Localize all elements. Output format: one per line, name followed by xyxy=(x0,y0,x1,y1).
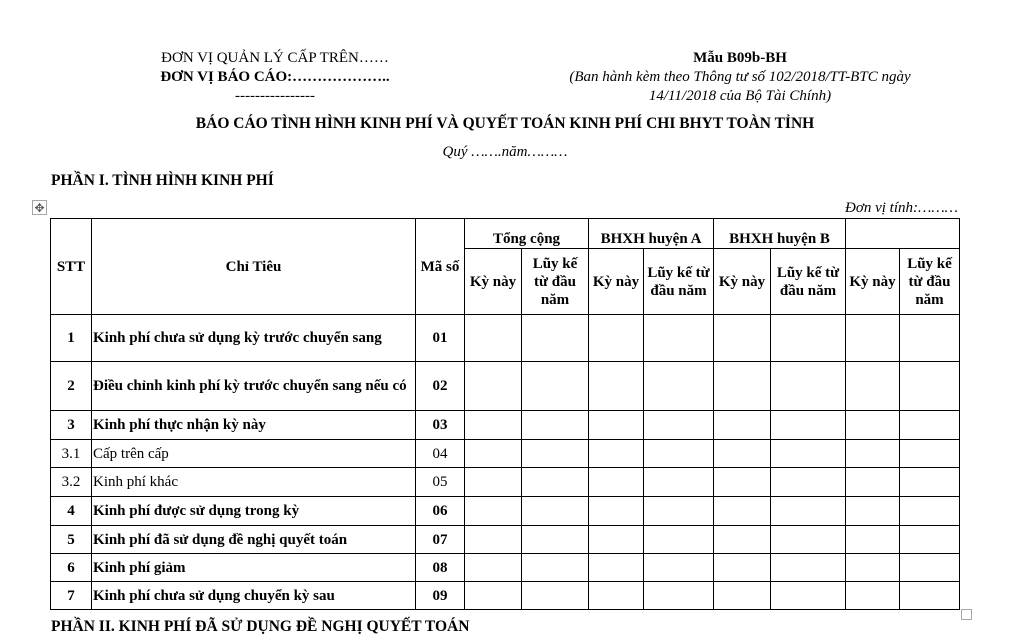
cell-input[interactable] xyxy=(522,362,589,411)
header-group-district-a: BHXH huyện A xyxy=(589,219,714,249)
table-row xyxy=(51,582,960,610)
cell-input[interactable] xyxy=(714,468,771,497)
header-district-a-current: Kỳ này xyxy=(589,249,644,315)
row-label: Kinh phí được sử dụng trong kỳ xyxy=(92,497,416,526)
cell-input[interactable] xyxy=(771,526,846,554)
cell-input[interactable] xyxy=(714,440,771,468)
cell-input[interactable] xyxy=(465,554,522,582)
unit-label: Đơn vị tính:……… xyxy=(844,200,958,216)
header-extra-cumulative: Lũy kế từ đầu năm xyxy=(900,249,960,315)
header-extra-current: Kỳ này xyxy=(846,249,900,315)
header-total-cumulative: Lũy kế từ đầu năm xyxy=(522,249,589,315)
cell-input[interactable] xyxy=(522,411,589,440)
row-label: Kinh phí chưa sử dụng chuyển kỳ sau xyxy=(92,582,416,610)
cell-input[interactable] xyxy=(465,440,522,468)
cell-input[interactable] xyxy=(846,315,900,362)
header-separator: ---------------- xyxy=(235,88,315,104)
row-stt: 4 xyxy=(51,497,92,526)
header-district-b-cumulative: Lũy kế từ đầu năm xyxy=(771,249,846,315)
cell-input[interactable] xyxy=(589,497,644,526)
cell-input[interactable] xyxy=(900,362,960,411)
table-row xyxy=(51,362,960,411)
row-code: 05 xyxy=(416,468,465,497)
cell-input[interactable] xyxy=(900,411,960,440)
table-row xyxy=(51,554,960,582)
row-code[interactable]: 01 xyxy=(416,315,465,362)
cell-input[interactable] xyxy=(522,582,589,610)
cell-input[interactable] xyxy=(644,362,714,411)
cell-input[interactable] xyxy=(465,468,522,497)
cell-input[interactable] xyxy=(771,315,846,362)
cell-input[interactable] xyxy=(771,440,846,468)
cell-input[interactable] xyxy=(714,497,771,526)
header-indicator: Chỉ Tiêu xyxy=(92,219,416,315)
row-code: 02 xyxy=(416,362,465,411)
cell-input[interactable] xyxy=(714,411,771,440)
cell-input[interactable] xyxy=(589,582,644,610)
table-row xyxy=(51,526,960,554)
header-stt: STT xyxy=(51,219,92,315)
cell-input[interactable] xyxy=(522,315,589,362)
table-row xyxy=(51,411,960,440)
table-row xyxy=(51,440,960,468)
cell-input[interactable] xyxy=(714,315,771,362)
table-row xyxy=(51,315,960,362)
cell-input[interactable] xyxy=(771,468,846,497)
cell-input[interactable] xyxy=(846,582,900,610)
cell-input[interactable] xyxy=(465,315,522,362)
row-code: 06 xyxy=(416,497,465,526)
cell-input[interactable] xyxy=(465,582,522,610)
budget-table xyxy=(50,218,960,610)
cell-input[interactable] xyxy=(589,554,644,582)
cell-input[interactable] xyxy=(900,554,960,582)
cell-input[interactable] xyxy=(900,526,960,554)
table-move-handle-icon[interactable]: ✥ xyxy=(32,200,47,215)
cell-input[interactable] xyxy=(900,440,960,468)
cell-input[interactable] xyxy=(714,582,771,610)
issued-note-line2: 14/11/2018 của Bộ Tài Chính) xyxy=(648,88,832,104)
cell-input[interactable] xyxy=(522,526,589,554)
cell-input[interactable] xyxy=(522,440,589,468)
cell-input[interactable] xyxy=(522,554,589,582)
row-stt: 2 xyxy=(51,362,92,411)
cell-input[interactable] xyxy=(900,468,960,497)
cell-input[interactable] xyxy=(644,582,714,610)
cell-input[interactable] xyxy=(771,582,846,610)
cell-input[interactable] xyxy=(900,582,960,610)
cell-input[interactable] xyxy=(900,315,960,362)
row-label: Kinh phí khác xyxy=(92,468,416,497)
cell-input[interactable] xyxy=(846,526,900,554)
row-label: Cấp trên cấp xyxy=(92,440,416,468)
cell-input[interactable] xyxy=(846,468,900,497)
report-title: BÁO CÁO TÌNH HÌNH KINH PHÍ VÀ QUYẾT TOÁN KINH PHÍ CHI BHYT TOÀN TỈNH xyxy=(195,115,815,132)
header-district-a-cumulative: Lũy kế từ đầu năm xyxy=(644,249,714,315)
row-label: Kinh phí giảm xyxy=(92,554,416,582)
header-group-district-b: BHXH huyện B xyxy=(714,219,846,249)
row-label: Kinh phí chưa sử dụng kỳ trước chuyển sang xyxy=(92,315,416,362)
header-right xyxy=(530,49,950,106)
row-code: 04 xyxy=(416,440,465,468)
issued-note-line1: (Ban hành kèm theo Thông tư số 102/2018/TT-BTC ngày xyxy=(569,69,911,85)
table-row xyxy=(51,468,960,497)
row-code: 08 xyxy=(416,554,465,582)
cell-input[interactable] xyxy=(714,362,771,411)
cell-input[interactable] xyxy=(846,411,900,440)
row-code: 03 xyxy=(416,411,465,440)
header-group-total: Tổng cộng xyxy=(465,219,589,249)
header-row-groups xyxy=(51,219,960,249)
cell-input[interactable] xyxy=(589,411,644,440)
header-left xyxy=(130,49,420,106)
cell-input[interactable] xyxy=(644,554,714,582)
cell-input[interactable] xyxy=(714,554,771,582)
superior-unit-line: ĐƠN VỊ QUẢN LÝ CẤP TRÊN…… xyxy=(161,50,389,66)
cell-input[interactable] xyxy=(589,468,644,497)
cell-input[interactable] xyxy=(465,497,522,526)
part1-title: PHẦN I. TÌNH HÌNH KINH PHÍ xyxy=(51,172,274,189)
cell-input[interactable] xyxy=(465,526,522,554)
header-code: Mã số xyxy=(416,219,465,315)
row-code: 09 xyxy=(416,582,465,610)
cell-input[interactable] xyxy=(900,497,960,526)
row-stt: 1 xyxy=(51,315,92,362)
cell-input[interactable] xyxy=(465,362,522,411)
report-period: Quý …….năm……… xyxy=(442,144,568,160)
row-stt: 3 xyxy=(51,411,92,440)
cell-input[interactable] xyxy=(771,362,846,411)
row-stt: 3.2 xyxy=(51,468,92,497)
cell-input[interactable] xyxy=(846,440,900,468)
cell-input[interactable] xyxy=(644,315,714,362)
cell-input[interactable] xyxy=(846,554,900,582)
header-district-b-current: Kỳ này xyxy=(714,249,771,315)
header-total-current: Kỳ này xyxy=(465,249,522,315)
cell-input[interactable] xyxy=(714,526,771,554)
part2-title: PHẦN II. KINH PHÍ ĐÃ SỬ DỤNG ĐỀ NGHỊ QUYẾT TOÁN xyxy=(51,618,470,635)
cell-input[interactable] xyxy=(771,497,846,526)
cell-input[interactable] xyxy=(465,411,522,440)
cell-input[interactable] xyxy=(589,315,644,362)
row-code: 07 xyxy=(416,526,465,554)
cell-input[interactable] xyxy=(644,497,714,526)
table-resize-handle[interactable] xyxy=(961,609,972,620)
cell-input[interactable] xyxy=(589,526,644,554)
cell-input[interactable] xyxy=(644,440,714,468)
cell-input[interactable] xyxy=(522,497,589,526)
form-code: Mẫu B09b-BH xyxy=(693,50,787,66)
row-stt: 7 xyxy=(51,582,92,610)
row-stt: 3.1 xyxy=(51,440,92,468)
row-label: Kinh phí đã sử dụng đề nghị quyết toán xyxy=(92,526,416,554)
cell-input[interactable] xyxy=(771,554,846,582)
table-row xyxy=(51,497,960,526)
row-stt: 6 xyxy=(51,554,92,582)
cell-input[interactable] xyxy=(644,526,714,554)
cell-input[interactable] xyxy=(644,468,714,497)
header-group-empty xyxy=(846,219,960,249)
row-label: Điều chỉnh kinh phí kỳ trước chuyển sang nếu có xyxy=(92,362,416,411)
cell-input[interactable] xyxy=(644,411,714,440)
cell-input[interactable] xyxy=(589,440,644,468)
cell-input[interactable] xyxy=(771,411,846,440)
row-stt: 5 xyxy=(51,526,92,554)
reporting-unit-line: ĐƠN VỊ BÁO CÁO:……………….. xyxy=(160,69,390,85)
cell-input[interactable] xyxy=(846,497,900,526)
row-label: Kinh phí thực nhận kỳ này xyxy=(92,411,416,440)
cell-input[interactable] xyxy=(589,362,644,411)
cell-input[interactable] xyxy=(846,362,900,411)
cell-input[interactable] xyxy=(522,468,589,497)
